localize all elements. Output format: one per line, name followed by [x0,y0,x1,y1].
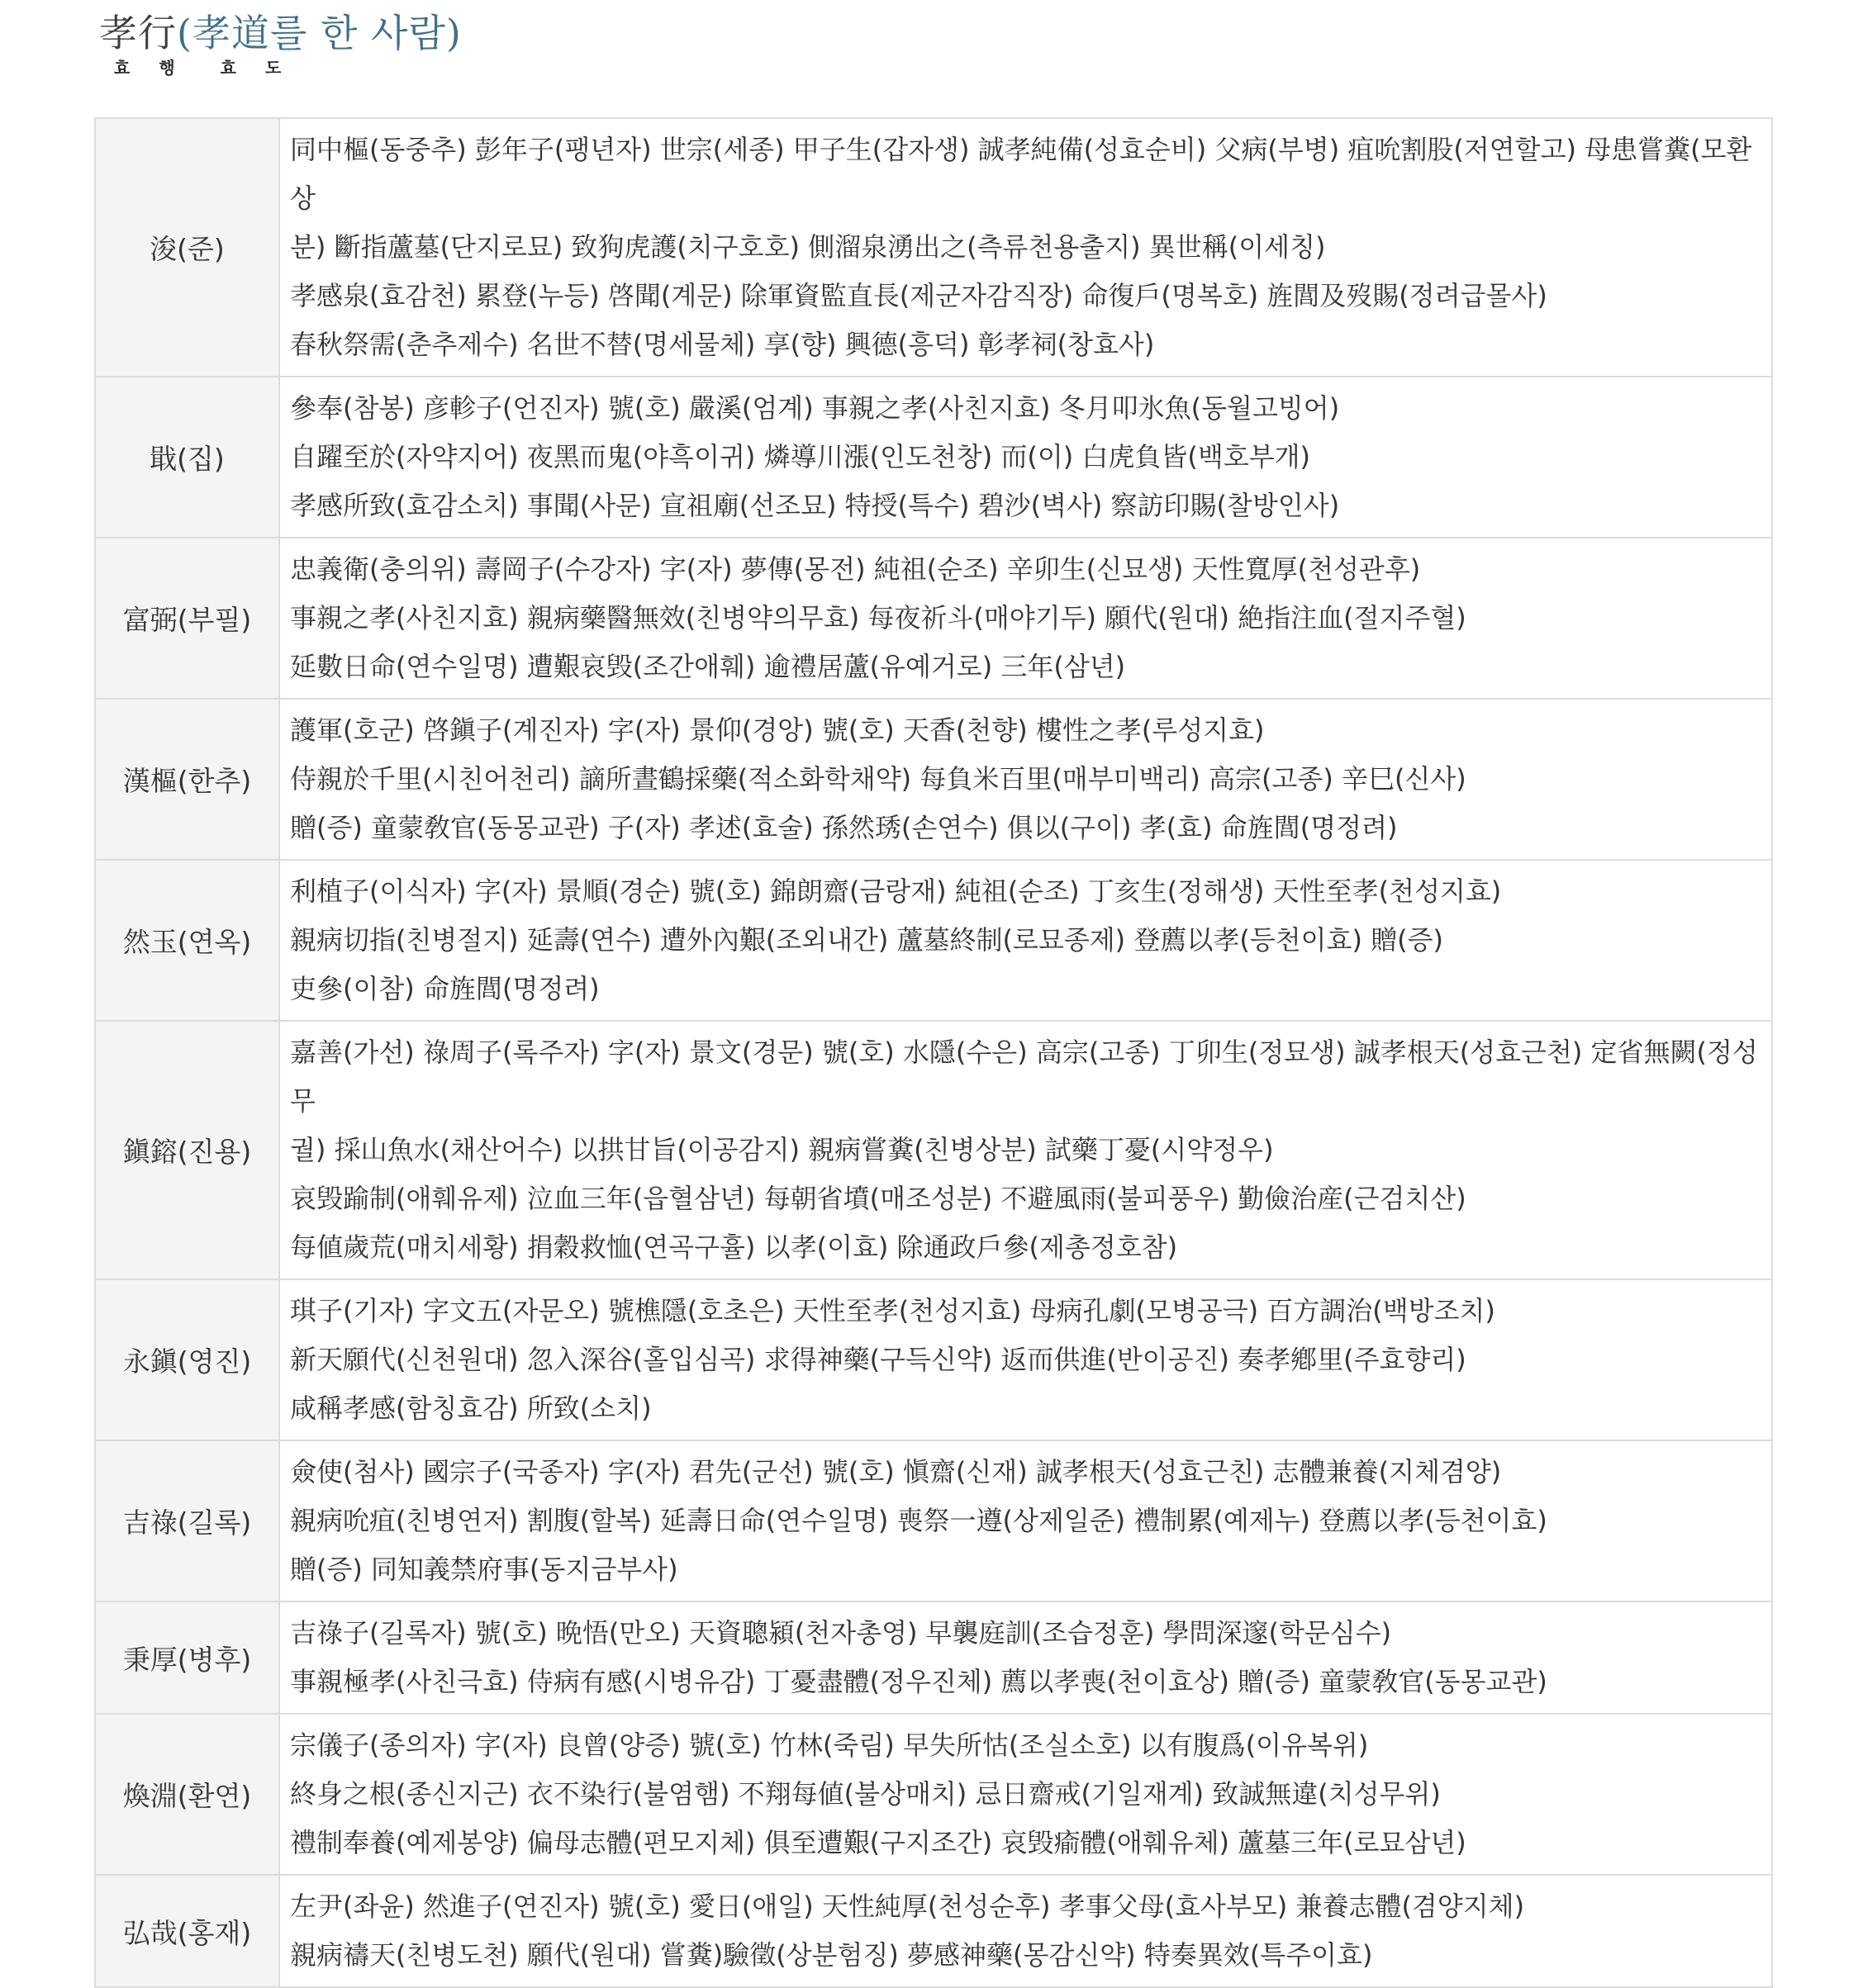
description-line: 吏參(이참) 命旌閭(명정려) [290,973,600,1004]
ruby-char: 도 [264,58,282,78]
description-line: 新天願代(신천원대) 忽入深谷(홀입심곡) 求得神藥(구득신약) 返而供進(반이공진) 奏孝鄕里(주효향리) [290,1344,1466,1375]
person-name-cell: 戢(집) [95,377,279,538]
description-line: 參奉(참봉) 彦軫子(언진자) 號(호) 嚴溪(엄계) 事親之孝(사친지효) 冬月叩氷魚(동월고빙어) [290,392,1340,424]
person-description-cell [279,118,1772,377]
person-name-cell: 吉祿(길록) [95,1440,279,1601]
description-line: 贈(증) 同知義禁府事(동지금부사) [290,1554,678,1585]
title-main: 孝行 [99,11,177,55]
description-line: 左尹(좌윤) 然進子(연진자) 號(호) 愛日(애일) 天性純厚(천성순후) 孝事父母(효사부모) 兼養志體(겸양지체) [290,1891,1525,1922]
description-line: 孝感泉(효감천) 累登(누등) 啓聞(계문) 除軍資監直長(제군자감직장) 命復戶(명복호) 旌閭及歿賜(정려급몰사) [290,280,1547,311]
page-title [99,8,462,58]
description-line: 忠義衛(충의위) 壽岡子(수강자) 字(자) 夢傳(몽전) 純祖(순조) 辛卯生(신묘생) 天性寬厚(천성관후) [290,553,1421,585]
table-row [95,1601,1772,1714]
person-description-cell [279,538,1772,699]
description-line: 僉使(첨사) 國宗子(국종자) 字(자) 君先(군선) 號(호) 愼齋(신재) 誠孝根天(성효근친) 志體兼養(지체겸양) [290,1456,1502,1487]
table-row [95,538,1772,699]
table-row [95,1875,1772,1987]
person-description-cell [279,1440,1772,1601]
person-name-cell: 浚(준) [95,118,279,377]
description-line: 禮制奉養(예제봉양) 偏母志體(편모지체) 俱至遭艱(구지조간) 哀毁瘉體(애훼유체) 蘆墓三年(로묘삼년) [290,1827,1466,1858]
person-description-cell [279,860,1772,1021]
person-name-cell: 鎭鎔(진용) [95,1021,279,1279]
description-line: 분) 斷指蘆墓(단지로묘) 致狗虎護(치구호호) 側溜泉湧出之(측류천용출지) 異世稱(이세칭) [290,231,1326,263]
description-line: 利植子(이식자) 字(자) 景順(경순) 號(호) 錦朗齋(금랑재) 純祖(순조) 丁亥生(정해생) 天性至孝(천성지효) [290,875,1502,907]
hyohaeng-table [94,117,1773,1988]
ruby-char: 효 [220,58,236,78]
person-description-cell [279,1875,1772,1987]
description-line: 護軍(호군) 啓鎭子(계진자) 字(자) 景仰(경앙) 號(호) 天香(천향) 樓性之孝(루성지효) [290,714,1265,746]
table-row [95,699,1772,860]
description-line: 哀毁踰制(애훼유제) 泣血三年(읍혈삼년) 每朝省墳(매조성분) 不避風雨(불피풍우) 勤儉治産(근검치산) [290,1183,1466,1214]
person-description-cell [279,377,1772,538]
description-line: 궐) 採山魚水(채산어수) 以拱甘旨(이공감지) 親病嘗糞(친병상분) 試藥丁憂(시약정우) [290,1134,1274,1165]
description-line: 同中樞(동중추) 彭年子(팽년자) 世宗(세종) 甲子生(갑자생) 誠孝純備(성효순비) 父病(부병) 疽吮割股(저연할고) 母患嘗糞(모환상 [290,134,1752,214]
ruby-char: 효 [114,58,131,78]
person-description-cell [279,1279,1772,1440]
person-name-cell: 永鎭(영진) [95,1279,279,1440]
table-row [95,377,1772,538]
description-line: 事親極孝(사친극효) 侍病有感(시병유감) 丁憂盡體(정우진체) 薦以孝喪(천이효상) 贈(증) 童蒙敎官(동몽교관) [290,1666,1547,1697]
description-line: 贈(증) 童蒙敎官(동몽교관) 子(자) 孝述(효술) 孫然琇(손연수) 俱以(구이) 孝(효) 命旌閭(명정려) [290,812,1398,843]
description-line: 事親之孝(사친지효) 親病藥醫無效(친병약의무효) 每夜祈斗(매야기두) 願代(원대) 絶指注血(절지주혈) [290,602,1466,633]
ruby-char: 행 [159,58,175,78]
person-description-cell [279,1021,1772,1279]
table-row [95,1440,1772,1601]
person-description-cell [279,699,1772,860]
table-row [95,118,1772,377]
description-line: 咸稱孝感(함칭효감) 所致(소치) [290,1393,652,1424]
person-description-cell [279,1601,1772,1714]
table-row [95,1279,1772,1440]
description-line: 吉祿子(길록자) 號(호) 晩悟(만오) 天資聰潁(천자총영) 早襲庭訓(조습정훈) 學問深邃(학문심수) [290,1617,1392,1649]
title-subtitle: (孝道를 한 사람) [177,11,462,55]
description-line: 琪子(기자) 字文五(자문오) 號樵隱(호초은) 天性至孝(천성지효) 母病孔劇(모병공극) 百方調治(백방조치) [290,1295,1495,1326]
description-line: 春秋祭需(춘추제수) 名世不替(명세물체) 享(향) 興德(흥덕) 彰孝祠(창효사) [290,329,1155,360]
description-line: 親病吮疽(친병연저) 割腹(할복) 延壽日命(연수일명) 喪祭一遵(상제일준) 禮制累(예제누) 登薦以孝(등천이효) [290,1505,1547,1536]
description-line: 延數日命(연수일명) 遭艱哀毁(조간애훼) 逾禮居蘆(유예거로) 三年(삼년) [290,651,1126,682]
description-line: 親病禱天(친병도천) 願代(원대) 嘗糞)驗徵(상분험징) 夢感神藥(몽감신약) 特奏異效(특주이효) [290,1939,1373,1971]
title-pronunciation [114,55,310,78]
table-row [95,1021,1772,1279]
description-line: 親病切指(친병절지) 延壽(연수) 遭外內艱(조외내간) 蘆墓終制(로묘종제) 登薦以孝(등천이효) 贈(증) [290,924,1444,956]
person-name-cell: 弘哉(홍재) [95,1875,279,1987]
person-name-cell: 然玉(연옥) [95,860,279,1021]
person-name-cell: 漢樞(한추) [95,699,279,860]
person-name-cell: 富弼(부필) [95,538,279,699]
description-line: 終身之根(종신지근) 衣不染行(불염햄) 不翔每値(불상매치) 忌日齋戒(기일재계) 致誠無違(치성무위) [290,1778,1441,1810]
table-row [95,1714,1772,1875]
description-line: 自躍至於(자약지어) 夜黑而鬼(야흑이귀) 燐導川漲(인도천창) 而(이) 白虎負皆(백호부개) [290,441,1311,472]
description-line: 孝感所致(효감소치) 事聞(사문) 宣祖廟(선조묘) 特授(특수) 碧沙(벽사) 察訪印賜(찰방인사) [290,490,1340,521]
person-description-cell [279,1714,1772,1875]
person-name-cell: 秉厚(병후) [95,1601,279,1714]
table-row [95,860,1772,1021]
table-body [95,118,1772,1987]
description-line: 嘉善(가선) 祿周子(록주자) 字(자) 景文(경문) 號(호) 水隱(수은) 高宗(고종) 丁卯生(정묘생) 誠孝根天(성효근천) 定省無闕(정성무 [290,1037,1758,1117]
page-header [99,8,462,87]
description-line: 每値歲荒(매치세황) 捐穀救恤(연곡구휼) 以孝(이효) 除通政戶參(제총정호참) [290,1231,1178,1263]
description-line: 侍親於千里(시친어천리) 謫所晝鶴採藥(적소화학채약) 每負米百里(매부미백리) 高宗(고종) 辛巳(신사) [290,763,1466,795]
description-line: 宗儀子(종의자) 字(자) 良曾(양증) 號(호) 竹林(죽림) 早失所怙(조실소호) 以有腹爲(이유복위) [290,1729,1369,1761]
person-name-cell: 煥淵(환연) [95,1714,279,1875]
